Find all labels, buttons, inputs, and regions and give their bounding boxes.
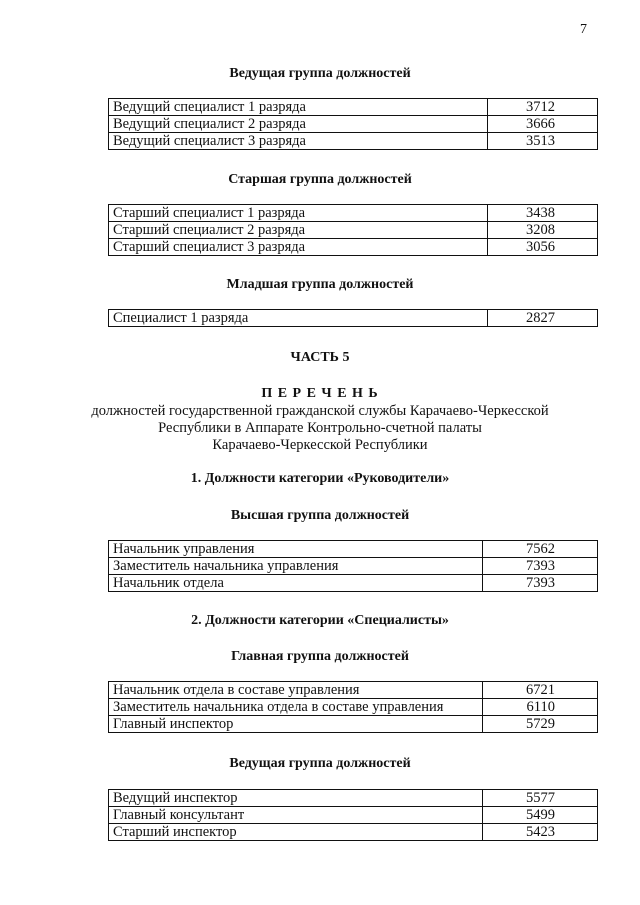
salary-value: 6721 (483, 682, 598, 699)
table-row (109, 699, 598, 716)
position-name: Старший специалист 1 разряда (109, 205, 488, 222)
main-group-table (108, 681, 598, 733)
page-number: 7 (580, 22, 587, 37)
position-name: Старший инспектор (109, 824, 483, 841)
list-subtitle-line-3: Карачаево-Черкесской Республики (212, 437, 428, 453)
position-name: Специалист 1 разряда (109, 310, 488, 327)
junior-group-table (108, 309, 598, 327)
list-title: П Е Р Е Ч Е Н Ь (261, 386, 379, 401)
salary-value: 5499 (483, 807, 598, 824)
salary-value: 3056 (488, 239, 598, 256)
leading-group-heading-2: Ведущая группа должностей (229, 756, 411, 771)
leading-group-table-2 (108, 789, 598, 841)
position-name: Начальник отдела в составе управления (109, 682, 483, 699)
position-name: Ведущий специалист 3 разряда (109, 133, 488, 150)
table-row (109, 239, 598, 256)
table-row (109, 99, 598, 116)
table-row (109, 807, 598, 824)
position-name: Ведущий специалист 1 разряда (109, 99, 488, 116)
salary-value: 5577 (483, 790, 598, 807)
table-row (109, 310, 598, 327)
leading-group-table (108, 98, 598, 150)
table-row (109, 558, 598, 575)
table-row (109, 716, 598, 733)
salary-value: 7393 (483, 575, 598, 592)
category-managers-heading: 1. Должности категории «Руководители» (190, 471, 450, 486)
salary-value: 3712 (488, 99, 598, 116)
table-row (109, 824, 598, 841)
table-row (109, 205, 598, 222)
table-row (109, 116, 598, 133)
table-row (109, 541, 598, 558)
position-name: Заместитель начальника отдела в составе управления (109, 699, 483, 716)
salary-value: 6110 (483, 699, 598, 716)
table-row (109, 575, 598, 592)
table-row (109, 790, 598, 807)
position-name: Ведущий специалист 2 разряда (109, 116, 488, 133)
table-row (109, 133, 598, 150)
position-name: Главный инспектор (109, 716, 483, 733)
list-subtitle-line-2: Республики в Аппарате Контрольно-счетной палаты (158, 420, 482, 436)
position-name: Ведущий инспектор (109, 790, 483, 807)
position-name: Заместитель начальника управления (109, 558, 483, 575)
junior-group-heading: Младшая группа должностей (226, 277, 414, 292)
highest-group-heading: Высшая группа должностей (230, 508, 410, 523)
salary-value: 3438 (488, 205, 598, 222)
salary-value: 3666 (488, 116, 598, 133)
salary-value: 7562 (483, 541, 598, 558)
salary-value: 7393 (483, 558, 598, 575)
salary-value: 3513 (488, 133, 598, 150)
highest-group-table (108, 540, 598, 592)
position-name: Старший специалист 3 разряда (109, 239, 488, 256)
position-name: Старший специалист 2 разряда (109, 222, 488, 239)
salary-value: 5729 (483, 716, 598, 733)
table-row (109, 682, 598, 699)
senior-group-heading: Старшая группа должностей (228, 172, 412, 187)
leading-group-heading: Ведущая группа должностей (229, 66, 411, 81)
part-title: ЧАСТЬ 5 (290, 350, 350, 365)
salary-value: 5423 (483, 824, 598, 841)
main-group-heading: Главная группа должностей (231, 649, 409, 664)
position-name: Начальник управления (109, 541, 483, 558)
senior-group-table (108, 204, 598, 256)
list-subtitle-line-1: должностей государственной гражданской службы Карачаево-Черкесской (91, 403, 549, 419)
salary-value: 3208 (488, 222, 598, 239)
category-specialists-heading: 2. Должности категории «Специалисты» (191, 613, 449, 628)
salary-value: 2827 (488, 310, 598, 327)
position-name: Начальник отдела (109, 575, 483, 592)
table-row (109, 222, 598, 239)
position-name: Главный консультант (109, 807, 483, 824)
